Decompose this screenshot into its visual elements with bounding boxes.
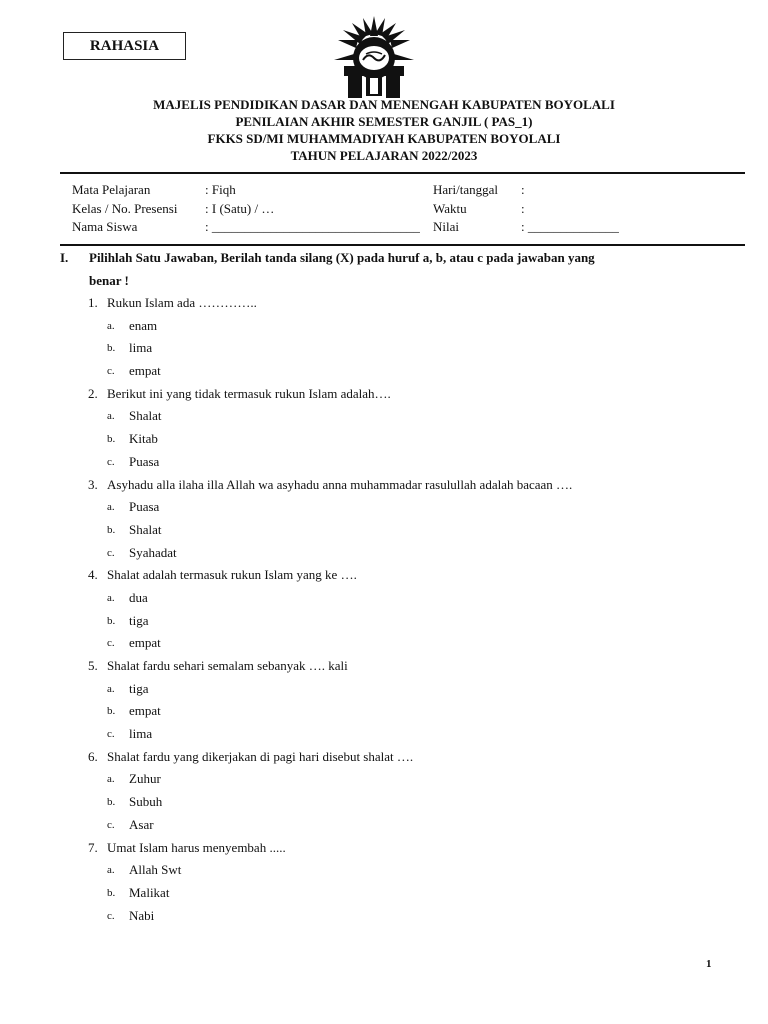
option-text: Syahadat — [129, 544, 177, 560]
question-text: Asyhadu alla ilaha illa Allah wa asyhadu anna muhammadar rasulullah adalah bacaan …. — [107, 476, 573, 492]
option-letter: a. — [107, 682, 115, 695]
question-number: 2. — [88, 385, 98, 401]
option-letter: c. — [107, 818, 115, 831]
day-label: Hari/tanggal — [433, 182, 498, 197]
option-letter: b. — [107, 342, 116, 355]
option-letter: c. — [107, 455, 115, 468]
option-text: empat — [129, 363, 161, 379]
day-value: : — [521, 182, 525, 197]
question-text: Berikut ini yang tidak termasuk rukun Islam adalah…. — [107, 385, 391, 401]
score-field[interactable]: : ______________ — [521, 219, 619, 234]
question-text: Shalat adalah termasuk rukun Islam yang ke …. — [107, 567, 357, 583]
option-text: Shalat — [129, 408, 162, 424]
option-letter: b. — [107, 705, 116, 718]
instruction-line-2: benar ! — [89, 272, 129, 288]
question-text: Rukun Islam ada ………….. — [107, 295, 257, 310]
option-text: Allah Swt — [129, 862, 182, 878]
option-text: tiga — [129, 680, 149, 696]
student-name-label: Nama Siswa — [72, 219, 138, 234]
page-number: 1 — [706, 958, 712, 970]
option-text: Puasa — [129, 499, 160, 515]
document-header — [0, 96, 768, 164]
question-number: 1. — [88, 295, 98, 310]
option-letter: c. — [107, 546, 115, 559]
option-text: lima — [129, 726, 153, 742]
option-letter: a. — [107, 864, 115, 877]
option-text: Subuh — [129, 794, 163, 810]
instruction-line-1: Pilihlah Satu Jawaban, Berilah tanda silang (X) pada huruf a, b, atau c pada jawaban yang — [89, 250, 595, 265]
option-text: empat — [129, 635, 161, 651]
question-number: 4. — [88, 567, 98, 583]
subject-label: Mata Pelajaran — [72, 182, 151, 197]
option-letter: a. — [107, 773, 115, 786]
question-number: 6. — [88, 748, 98, 764]
question-text: Shalat fardu sehari semalam sebanyak …. kali — [107, 658, 348, 673]
option-letter: c. — [107, 909, 115, 922]
question-number: 3. — [88, 476, 98, 492]
class-value: : I (Satu) / … — [205, 200, 275, 216]
question-number: 7. — [88, 839, 98, 855]
score-label: Nilai — [433, 219, 459, 234]
option-text: enam — [129, 317, 158, 333]
option-letter: a. — [107, 501, 115, 514]
option-letter: c. — [107, 637, 115, 650]
option-text: Malikat — [129, 884, 170, 900]
top-divider — [60, 172, 745, 174]
option-letter: c. — [107, 365, 115, 378]
confidential-stamp: RAHASIA — [63, 32, 186, 60]
option-letter: b. — [107, 614, 116, 627]
option-text: Shalat — [129, 521, 162, 537]
option-letter: a. — [107, 410, 115, 423]
option-letter: b. — [107, 433, 116, 446]
time-value: : — [521, 200, 525, 216]
option-text: Puasa — [129, 453, 160, 469]
option-text: dua — [129, 589, 148, 605]
option-text: Kitab — [129, 431, 158, 447]
option-letter: a. — [107, 319, 115, 332]
option-letter: c. — [107, 728, 115, 741]
option-letter: b. — [107, 886, 116, 899]
class-label: Kelas / No. Presensi — [72, 200, 178, 216]
subject-value: : Fiqh — [205, 182, 236, 197]
option-text: Zuhur — [129, 771, 161, 787]
question-number: 5. — [88, 658, 98, 673]
option-text: Nabi — [129, 907, 155, 923]
option-text: lima — [129, 340, 153, 356]
header-line-2: PENILAIAN AKHIR SEMESTER GANJIL ( PAS_1) — [235, 114, 533, 129]
option-letter: b. — [107, 523, 116, 536]
option-text: tiga — [129, 612, 149, 628]
header-line-4: TAHUN PELAJARAN 2022/2023 — [290, 148, 478, 163]
question-text: Shalat fardu yang dikerjakan di pagi hari disebut shalat …. — [107, 748, 414, 764]
option-letter: b. — [107, 796, 116, 809]
option-text: empat — [129, 703, 161, 719]
header-line-1: MAJELIS PENDIDIKAN DASAR DAN MENENGAH KABUPATEN BOYOLALI — [153, 97, 615, 112]
question-text: Umat Islam harus menyembah ..... — [107, 839, 286, 855]
option-letter: a. — [107, 591, 115, 604]
time-label: Waktu — [433, 200, 467, 216]
section-number: I. — [60, 250, 69, 265]
option-text: Asar — [129, 816, 154, 832]
muhammadiyah-logo-icon — [330, 14, 418, 100]
bottom-divider — [60, 244, 745, 246]
header-line-3: FKKS SD/MI MUHAMMADIYAH KABUPATEN BOYOLALI — [207, 131, 561, 146]
student-name-field[interactable]: : ________________________________ — [205, 219, 420, 234]
